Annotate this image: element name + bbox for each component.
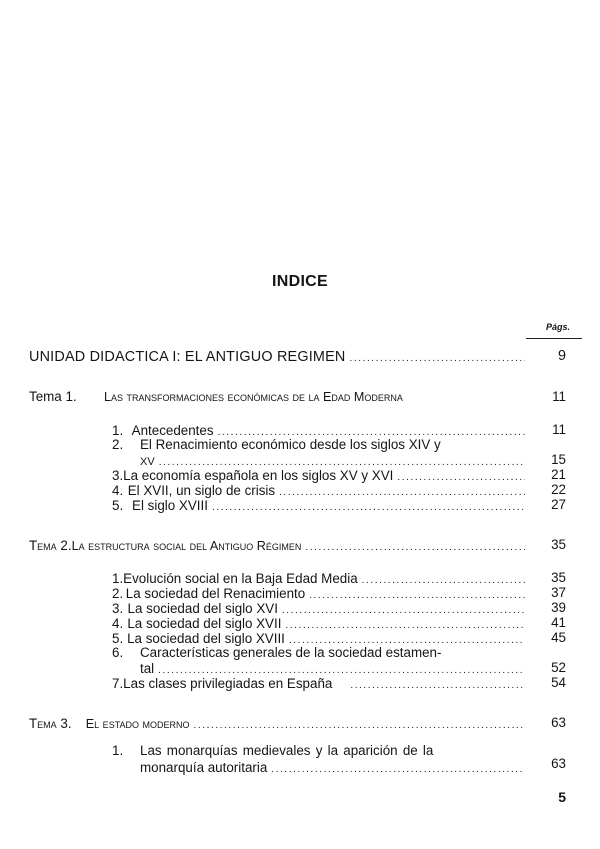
item-number: 2. [112,437,124,452]
item-page: 37 [551,585,566,600]
leader-dots [350,675,525,693]
leader-dots [271,759,525,777]
item-page: 45 [551,630,566,645]
page-title: INDICE [271,273,329,290]
item-title: El Renacimiento económico desde los siglos XIV y [140,437,441,452]
item-title: La economía española en los siglos XV y XVI [123,468,394,483]
tema-page: 63 [551,715,566,730]
item-number: 1. [112,571,124,586]
leader-dots [305,537,525,555]
item-page: 21 [551,467,566,482]
item-page: 63 [551,756,566,771]
list-item-continuation [140,660,527,675]
list-item [112,437,527,452]
item-page: 27 [551,497,566,512]
item-title: Las clases privilegiadas en España [123,676,333,691]
item-title: La sociedad del siglo XVI [127,601,278,616]
item-number: 4. [112,483,124,498]
list-item [112,630,527,645]
item-page: 52 [551,660,566,675]
item-title-continuation: tal [140,661,155,676]
leader-dots [212,497,525,515]
item-number: 1. [112,423,124,438]
item-page: 39 [551,600,566,615]
item-page: 15 [551,452,566,467]
item-title-continuation: XV [140,456,155,468]
item-title: La sociedad del siglo XVII [127,616,282,631]
tema-page: 11 [552,389,566,404]
item-title: La sociedad del Renacimiento [125,586,306,601]
tema-title: El estado moderno [85,717,190,731]
tema-3-line [29,715,527,730]
page-number: 5 [558,789,566,805]
item-title-continuation: monarquía autoritaria [140,760,268,775]
unit-line [29,348,527,363]
list-item [112,675,527,690]
list-item [112,585,527,600]
list-item [112,615,527,630]
list-item [112,467,527,482]
item-number: 5. [112,498,124,513]
pags-rule [526,338,582,339]
list-item [112,743,527,758]
tema-2-line [29,537,527,552]
unit-page: 9 [557,348,566,364]
item-page: 22 [551,482,566,497]
item-number: 3. [112,601,124,616]
list-item-continuation [140,759,527,774]
item-title: El XVII, un siglo de crisis [127,483,276,498]
list-item-continuation [140,452,527,467]
leader-dots [350,348,525,366]
tema-label: Tema 1. [29,389,77,404]
unit-title: UNIDAD DIDACTICA I: EL ANTIGUO REGIMEN [29,349,346,365]
list-item [112,570,527,585]
list-item [112,482,527,497]
item-title: Características generales de la sociedad estamen- [140,645,442,660]
item-page: 41 [551,615,566,630]
tema-label: Tema 3. [29,716,72,731]
list-item [112,600,527,615]
item-number: 6. [112,645,124,660]
tema-title: Las transformaciones económicas de la Edad Moderna [104,390,403,404]
item-title: Antecedentes [131,423,214,438]
item-title: Evolución social en la Baja Edad Media [123,571,358,586]
item-number: 4. [112,616,124,631]
item-title: El siglo XVIII [132,498,208,513]
item-page: 54 [551,675,566,690]
list-item [112,645,527,660]
tema-page: 35 [551,537,566,552]
tema-label: Tema 2. [29,538,72,553]
leader-dots [194,715,525,733]
item-page: 35 [551,570,566,585]
item-title: Las monarquías medievales y la aparición de la [140,743,434,758]
tema-title: La estructura social del Antiguo Régimen [71,539,302,553]
item-number: 5. [112,631,124,646]
item-title: La sociedad del siglo XVIII [127,631,285,646]
item-number: 2. [112,586,124,601]
item-number: 7. [112,676,124,691]
tema-1-line [29,389,527,404]
item-page: 11 [552,422,566,437]
list-item [112,422,527,437]
list-item [112,497,527,512]
pags-label: Págs. [545,322,570,332]
item-number: 3. [112,468,124,483]
item-number: 1. [112,743,124,758]
